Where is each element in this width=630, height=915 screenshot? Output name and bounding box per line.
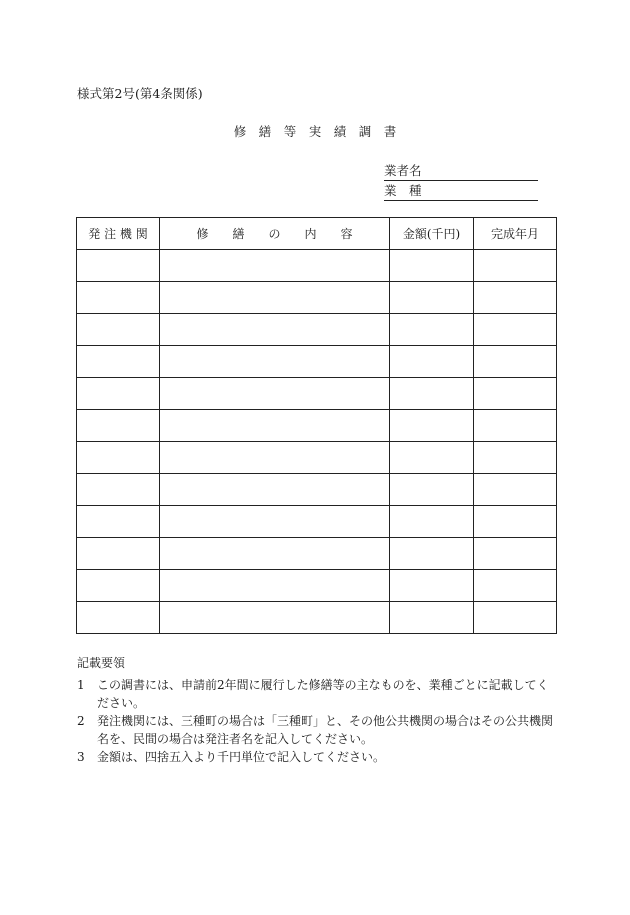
cell-completion-date[interactable] xyxy=(474,346,557,378)
header-amount: 金額(千円) xyxy=(390,218,474,250)
cell-ordering-agency[interactable] xyxy=(77,410,160,442)
table-row xyxy=(77,570,557,602)
table-row xyxy=(77,602,557,634)
instruction-item xyxy=(77,712,557,748)
cell-amount[interactable] xyxy=(390,506,474,538)
cell-ordering-agency[interactable] xyxy=(77,346,160,378)
instruction-number: 3 xyxy=(77,750,85,764)
document-title: 修 繕 等 実 績 調 書 xyxy=(233,124,397,139)
business-type-field[interactable] xyxy=(384,181,538,201)
cell-ordering-agency[interactable] xyxy=(77,602,160,634)
cell-amount[interactable] xyxy=(390,378,474,410)
cell-completion-date[interactable] xyxy=(474,570,557,602)
cell-repair-content[interactable] xyxy=(160,538,390,570)
cell-amount[interactable] xyxy=(390,346,474,378)
cell-completion-date[interactable] xyxy=(474,282,557,314)
cell-ordering-agency[interactable] xyxy=(77,506,160,538)
cell-amount[interactable] xyxy=(390,474,474,506)
cell-ordering-agency[interactable] xyxy=(77,570,160,602)
table-body xyxy=(77,250,557,634)
table-row xyxy=(77,250,557,282)
header-completion-date: 完成年月 xyxy=(474,218,557,250)
cell-repair-content[interactable] xyxy=(160,378,390,410)
cell-repair-content[interactable] xyxy=(160,474,390,506)
instructions-section xyxy=(77,654,557,766)
table-row xyxy=(77,378,557,410)
cell-amount[interactable] xyxy=(390,314,474,346)
cell-completion-date[interactable] xyxy=(474,506,557,538)
instruction-item xyxy=(77,748,557,766)
table-row xyxy=(77,346,557,378)
cell-ordering-agency[interactable] xyxy=(77,250,160,282)
table-row xyxy=(77,282,557,314)
cell-repair-content[interactable] xyxy=(160,314,390,346)
table-row xyxy=(77,506,557,538)
cell-completion-date[interactable] xyxy=(474,410,557,442)
instruction-number: 2 xyxy=(77,714,85,728)
business-type-label: 業 種 xyxy=(384,183,422,198)
cell-completion-date[interactable] xyxy=(474,378,557,410)
company-name-label: 業者名 xyxy=(384,163,422,178)
cell-completion-date[interactable] xyxy=(474,602,557,634)
cell-ordering-agency[interactable] xyxy=(77,314,160,346)
table-row xyxy=(77,538,557,570)
header-repair-content: 修 繕 の 内 容 xyxy=(160,218,390,250)
cell-amount[interactable] xyxy=(390,570,474,602)
instruction-item xyxy=(77,676,557,712)
cell-completion-date[interactable] xyxy=(474,538,557,570)
cell-repair-content[interactable] xyxy=(160,442,390,474)
instructions-heading: 記載要領 xyxy=(77,656,126,670)
cell-completion-date[interactable] xyxy=(474,442,557,474)
cell-completion-date[interactable] xyxy=(474,250,557,282)
table-row xyxy=(77,474,557,506)
cell-repair-content[interactable] xyxy=(160,250,390,282)
cell-repair-content[interactable] xyxy=(160,602,390,634)
cell-ordering-agency[interactable] xyxy=(77,538,160,570)
cell-ordering-agency[interactable] xyxy=(77,442,160,474)
cell-amount[interactable] xyxy=(390,538,474,570)
header-ordering-agency: 発 注 機 関 xyxy=(77,218,160,250)
form-number: 様式第2号(第4条関係) xyxy=(77,86,203,101)
cell-repair-content[interactable] xyxy=(160,410,390,442)
repair-record-table xyxy=(76,217,557,634)
cell-amount[interactable] xyxy=(390,282,474,314)
cell-repair-content[interactable] xyxy=(160,506,390,538)
cell-amount[interactable] xyxy=(390,602,474,634)
cell-amount[interactable] xyxy=(390,250,474,282)
instruction-number: 1 xyxy=(77,678,85,692)
table-header-row xyxy=(77,218,557,250)
cell-amount[interactable] xyxy=(390,442,474,474)
table-row xyxy=(77,410,557,442)
instruction-text: この調書には、申請前2年間に履行した修繕等の主なものを、業種ごとに記載してください。 xyxy=(97,678,549,710)
instruction-text: 金額は、四捨五入より千円単位で記入してください。 xyxy=(97,750,386,764)
cell-amount[interactable] xyxy=(390,410,474,442)
cell-ordering-agency[interactable] xyxy=(77,378,160,410)
cell-repair-content[interactable] xyxy=(160,282,390,314)
cell-repair-content[interactable] xyxy=(160,570,390,602)
cell-completion-date[interactable] xyxy=(474,314,557,346)
instruction-text: 発注機関には、三種町の場合は「三種町」と、その他公共機関の場合はその公共機関名を、民間の場合は発注者名を記入してください。 xyxy=(97,714,554,746)
company-name-field[interactable] xyxy=(384,161,538,181)
cell-completion-date[interactable] xyxy=(474,474,557,506)
cell-ordering-agency[interactable] xyxy=(77,282,160,314)
table-row xyxy=(77,314,557,346)
table-row xyxy=(77,442,557,474)
cell-repair-content[interactable] xyxy=(160,346,390,378)
cell-ordering-agency[interactable] xyxy=(77,474,160,506)
